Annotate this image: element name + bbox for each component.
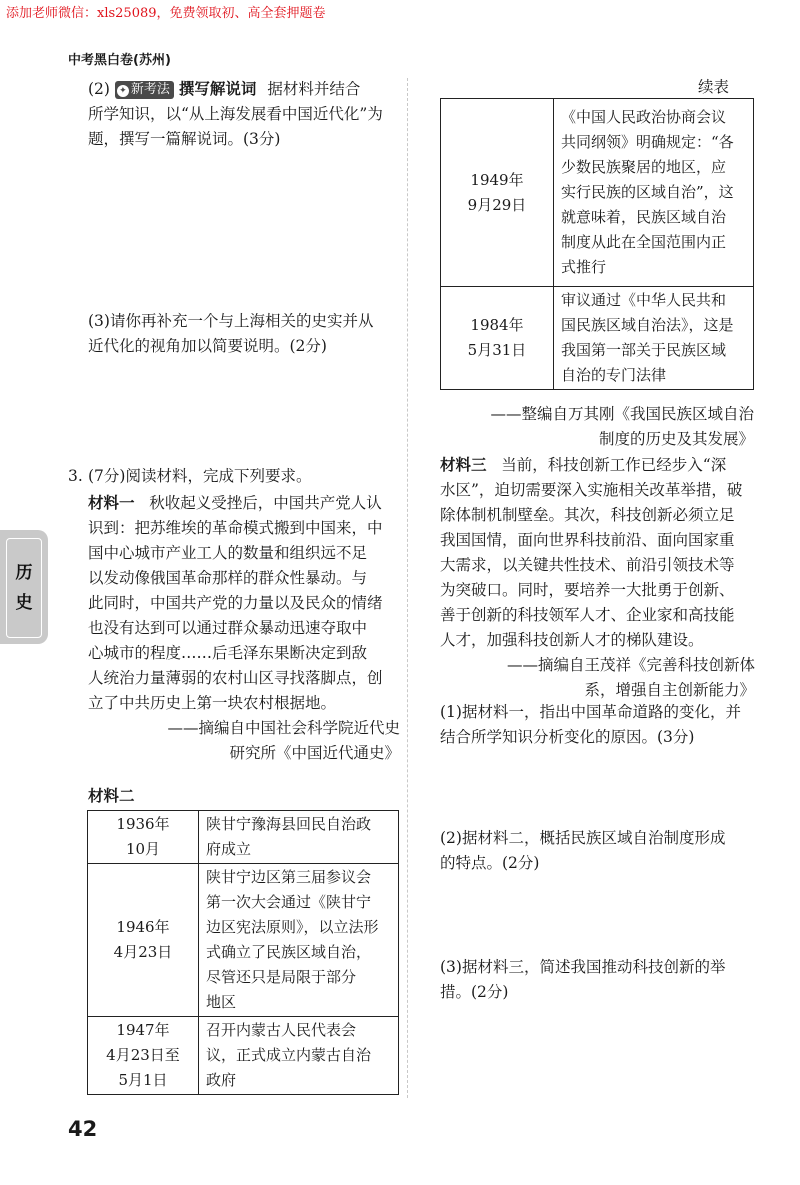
- material-1-line: 立了中共历史上第一块农村根据地。: [88, 694, 337, 712]
- material-1: [88, 490, 400, 766]
- table-date-cell: 1947年 4月23日至 5月1日: [88, 1017, 199, 1095]
- table-row: [441, 287, 754, 390]
- q2-number: (2): [88, 80, 110, 98]
- question-2-block: [88, 76, 400, 152]
- material-1-line: 秋收起义受挫后，中国共产党人认: [149, 494, 382, 512]
- q2-line2: 所学知识，以“从上海发展看中国近代化”为: [88, 105, 383, 123]
- material-2-table-continued: [440, 98, 754, 390]
- table-date-cell: 1946年 4月23日: [88, 864, 199, 1017]
- material-2-table: [87, 810, 399, 1095]
- material-1-line: 人统治力量薄弱的农村山区寻找落脚点，创: [88, 669, 383, 687]
- q2-line1: 据材料并结合: [267, 80, 361, 98]
- page-number: 42: [68, 1117, 98, 1141]
- watermark-text: 添加老师微信：xls25089，免费领取初、高全套押题卷: [6, 6, 326, 21]
- side-tab-char: 历: [15, 563, 33, 583]
- table-desc-cell: 召开内蒙古人民代表会 议，正式成立内蒙古自治 政府: [199, 1017, 399, 1095]
- subject-side-tab: [0, 530, 48, 644]
- material-2-source: ——整编自万其刚《我国民族区域自治 制度的历史及其发展》: [490, 405, 754, 448]
- material-1-line: 也没有达到可以通过群众暴动迅速夺取中: [88, 619, 368, 637]
- material-1-line: 以发动像俄国革命那样的群众性暴动。与: [88, 569, 368, 587]
- sub-question-1: (1)据材料一，指出中国革命道路的变化，并 结合所学知识分析变化的原因。(3分): [440, 703, 741, 746]
- material-3: 材料三 当前，科技创新工作已经步入“深 水区”，迫切需要深入实施相关改革举措，破 除体制机制壁垒。其次，科技创新必须立足 我国国情，面向世界科技前沿、面向国家重 大需求，以关键共性技术、前沿引领技术等 为突破口。同时，要培养一大批勇于创新、 善于创新的科技领军人才、企业家和高技能 人才，加强科技创新人才的梯队建设。 ——摘编自王茂祥《完善科技创新体 系，增强自主创新能力》: [440, 452, 755, 703]
- table-desc-cell: 《中国人民政治协商会议 共同纲领》明确规定：“各 少数民族聚居的地区，应 实行民族的区域自治”，这 就意味着，民族区域自治 制度从此在全国范围内正 式推行: [554, 99, 754, 287]
- material-3-source: 系，增强自主创新能力》: [584, 681, 755, 699]
- table-desc-cell: 审议通过《中华人民共和 国民族区域自治法》，这是 我国第一部关于民族区域 自治的专门法律: [554, 287, 754, 390]
- q3sub-line1: (3)请你再补充一个与上海相关的史实并从: [88, 312, 374, 330]
- material-1-line: 识到：把苏维埃的革命模式搬到中国来，中: [88, 519, 383, 537]
- lightbulb-icon: ✦: [117, 85, 129, 97]
- material-3-label: 材料三: [440, 455, 487, 474]
- sub-question-3: (3)据材料三，简述我国推动科技创新的举 措。(2分): [440, 958, 726, 1001]
- table-row: [88, 1017, 399, 1095]
- table-desc-cell: 陕甘宁豫海县回民自治政 府成立: [199, 811, 399, 864]
- book-header: 中考黑白卷(苏州): [68, 53, 171, 68]
- material-1-source: 研究所《中国近代通史》: [229, 744, 400, 762]
- table-row: [88, 811, 399, 864]
- table-date-cell: 1936年 10月: [88, 811, 199, 864]
- table-date-cell: 1984年 5月31日: [441, 287, 554, 390]
- table-desc-cell: 陕甘宁边区第三届参议会 第一次大会通过《陕甘宁 边区宪法原则》，以立法形 式确立了民族区域自治， 尽管还只是局限于部分 地区: [199, 864, 399, 1017]
- badge-label: 新考法: [130, 82, 170, 97]
- material-2-label: 材料二: [88, 786, 135, 805]
- side-tab-char: 史: [15, 593, 33, 613]
- q2-task: 撰写解说词: [178, 79, 257, 98]
- sub-question-2: (2)据材料二，概括民族区域自治制度形成 的特点。(2分): [440, 829, 726, 872]
- q3sub-line2: 近代化的视角加以简要说明。(2分): [88, 337, 327, 355]
- material-1-line: 国中心城市产业工人的数量和组织远不足: [88, 544, 368, 562]
- table-row: [88, 864, 399, 1017]
- material-1-label: 材料一: [88, 493, 135, 512]
- material-3-source: ——摘编自王茂祥《完善科技创新体: [506, 656, 755, 674]
- question-2-sub3: [88, 309, 400, 359]
- material-1-line: 心城市的程度……后毛泽东果断决定到敌: [88, 644, 368, 662]
- question-3-number: 3.: [68, 467, 83, 485]
- question-3-intro: (7分)阅读材料，完成下列要求。: [88, 467, 312, 485]
- column-divider: [407, 78, 408, 1098]
- table-row: [441, 99, 754, 287]
- new-method-badge: [115, 81, 174, 99]
- material-1-line: 此同时，中国共产党的力量以及民众的情绪: [88, 594, 383, 612]
- material-1-source: ——摘编自中国社会科学院近代史: [167, 719, 400, 737]
- table-date-cell: 1949年 9月29日: [441, 99, 554, 287]
- q2-line3: 题，撰写一篇解说词。(3分): [88, 130, 281, 148]
- continued-label: 续表: [698, 78, 730, 96]
